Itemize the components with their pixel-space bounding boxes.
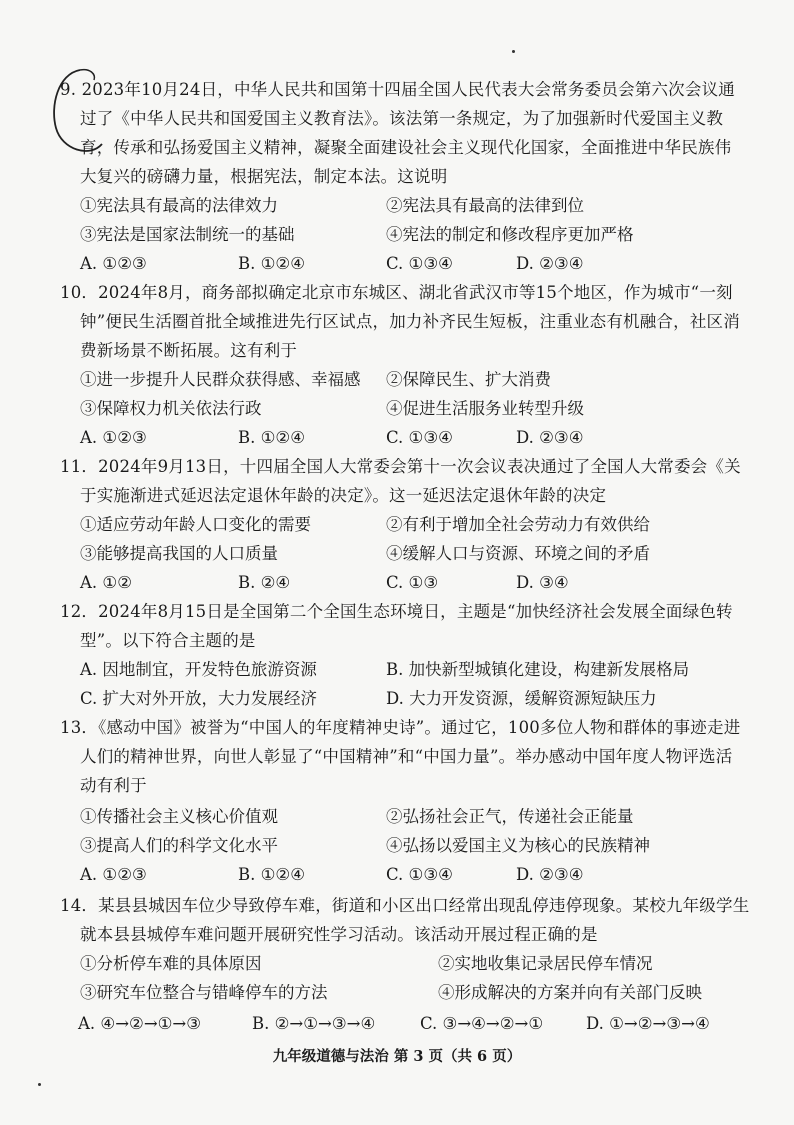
q9-item-1: ①宪法具有最高的法律效力 xyxy=(80,196,278,215)
q11-item-3: ③能够提高我国的人口质量 xyxy=(80,544,278,563)
q14-item-1: ①分析停车难的具体原因 xyxy=(80,954,262,973)
q11-choice-b[interactable]: B. ②④ xyxy=(238,573,291,592)
q11-choice-c[interactable]: C. ①③ xyxy=(386,573,439,592)
q12-stem-line-2: 型”。以下符合主题的是 xyxy=(80,631,256,650)
q10-item-4: ④促进生活服务业转型升级 xyxy=(386,399,584,418)
q11-choice-d[interactable]: D. ③④ xyxy=(516,573,569,592)
q10-stem-line-1: 10．2024年8月，商务部拟确定北京市东城区、湖北省武汉市等15个地区，作为城市“一刻 xyxy=(60,283,733,302)
q10-choice-b[interactable]: B. ①②④ xyxy=(238,428,305,447)
q10-item-2: ②保障民生、扩大消费 xyxy=(386,370,551,389)
q12-choice-d[interactable]: D. 大力开发资源，缓解资源短缺压力 xyxy=(386,689,657,708)
q14-stem-line-2: 就本县县城停车难问题开展研究性学习活动。该活动开展过程正确的是 xyxy=(80,925,598,944)
q11-item-2: ②有利于增加全社会劳动力有效供给 xyxy=(386,515,650,534)
q13-choice-c[interactable]: C. ①③④ xyxy=(386,865,453,884)
q13-item-2: ②弘扬社会正气，传递社会正能量 xyxy=(386,807,634,826)
q14-choice-c[interactable]: C. ③→④→②→① xyxy=(420,1014,544,1033)
q11-choice-a[interactable]: A. ①② xyxy=(80,573,132,592)
scan-speck xyxy=(38,1083,41,1086)
q10-item-1: ①进一步提升人民群众获得感、幸福感 xyxy=(80,370,361,389)
q9-stem-line-3: 育，传承和弘扬爱国主义精神，凝聚全面建设社会主义现代化国家，全面推进中华民族伟 xyxy=(80,138,732,157)
q11-item-1: ①适应劳动年龄人口变化的需要 xyxy=(80,515,311,534)
q9-item-4: ④宪法的制定和修改程序更加严格 xyxy=(386,225,634,244)
q9-choice-d[interactable]: D. ②③④ xyxy=(516,254,584,273)
q13-item-3: ③提高人们的科学文化水平 xyxy=(80,836,278,855)
q13-choice-d[interactable]: D. ②③④ xyxy=(516,865,584,884)
q13-stem-line-2: 人们的精神世界，向世人彰显了“中国精神”和“中国力量”。举办感动中国年度人物评选活 xyxy=(80,747,733,766)
q9-choice-b[interactable]: B. ①②④ xyxy=(238,254,305,273)
q9-choice-c[interactable]: C. ①③④ xyxy=(386,254,453,273)
q14-choice-d[interactable]: D. ①→②→③→④ xyxy=(586,1014,710,1033)
q13-choice-b[interactable]: B. ①②④ xyxy=(238,865,305,884)
scan-speck xyxy=(512,50,515,53)
q9-stem-line-1: 9. 2023年10月24日，中华人民共和国第十四届全国人民代表大会常务委员会第六次会议通 xyxy=(60,80,735,99)
q10-choice-c[interactable]: C. ①③④ xyxy=(386,428,453,447)
q13-stem-line-1: 13．《感动中国》被誉为“中国人的年度精神史诗”。通过它，100多位人物和群体的事迹走进 xyxy=(60,718,741,737)
q10-stem-line-3: 费新场景不断拓展。这有利于 xyxy=(80,341,298,360)
q11-stem-line-1: 11．2024年9月13日，十四届全国人大常委会第十一次会议表决通过了全国人大常委会《关 xyxy=(60,457,741,476)
q13-choice-a[interactable]: A. ①②③ xyxy=(80,865,147,884)
q9-choice-a[interactable]: A. ①②③ xyxy=(80,254,147,273)
q11-item-4: ④缓解人口与资源、环境之间的矛盾 xyxy=(386,544,650,563)
q12-choice-b[interactable]: B. 加快新型城镇化建设，构建新发展格局 xyxy=(386,660,690,679)
q12-stem-line-1: 12．2024年8月15日是全国第二个全国生态环境日，主题是“加快经济社会发展全面绿色转 xyxy=(60,602,733,621)
q14-item-3: ③研究车位整合与错峰停车的方法 xyxy=(80,983,328,1002)
q13-stem-line-3: 动有利于 xyxy=(80,776,147,795)
q12-choice-c[interactable]: C. 扩大对外开放，大力发展经济 xyxy=(80,689,318,708)
q10-choice-d[interactable]: D. ②③④ xyxy=(516,428,584,447)
q9-stem-line-4: 大复兴的磅礴力量，根据宪法，制定本法。这说明 xyxy=(80,167,448,186)
q9-item-3: ③宪法是国家法制统一的基础 xyxy=(80,225,295,244)
q13-item-4: ④弘扬以爱国主义为核心的民族精神 xyxy=(386,836,650,855)
q10-choice-a[interactable]: A. ①②③ xyxy=(80,428,147,447)
page-footer: 九年级道德与法治 第 3 页（共 6 页） xyxy=(272,1048,522,1065)
q13-item-1: ①传播社会主义核心价值观 xyxy=(80,807,278,826)
q10-stem-line-2: 钟”便民生活圈首批全域推进先行区试点，加力补齐民生短板，注重业态有机融合，社区消 xyxy=(80,312,740,331)
q14-choice-b[interactable]: B. ②→①→③→④ xyxy=(252,1014,376,1033)
q14-item-2: ②实地收集记录居民停车情况 xyxy=(438,954,653,973)
q14-choice-a[interactable]: A. ④→②→①→③ xyxy=(78,1014,202,1033)
q14-stem-line-1: 14．某县县城因车位少导致停车难，街道和小区出口经常出现乱停违停现象。某校九年级学生 xyxy=(60,896,750,915)
q9-stem-line-2: 过了《中华人民共和国爱国主义教育法》。该法第一条规定，为了加强新时代爱国主义教 xyxy=(80,109,724,128)
q14-item-4: ④形成解决的方案并向有关部门反映 xyxy=(438,983,702,1002)
q10-item-3: ③保障权力机关依法行政 xyxy=(80,399,262,418)
q11-stem-line-2: 于实施渐进式延迟法定退休年龄的决定》。这一延迟法定退休年龄的决定 xyxy=(80,486,607,505)
q9-item-2: ②宪法具有最高的法律到位 xyxy=(386,196,584,215)
q12-choice-a[interactable]: A. 因地制宜，开发特色旅游资源 xyxy=(80,660,317,679)
